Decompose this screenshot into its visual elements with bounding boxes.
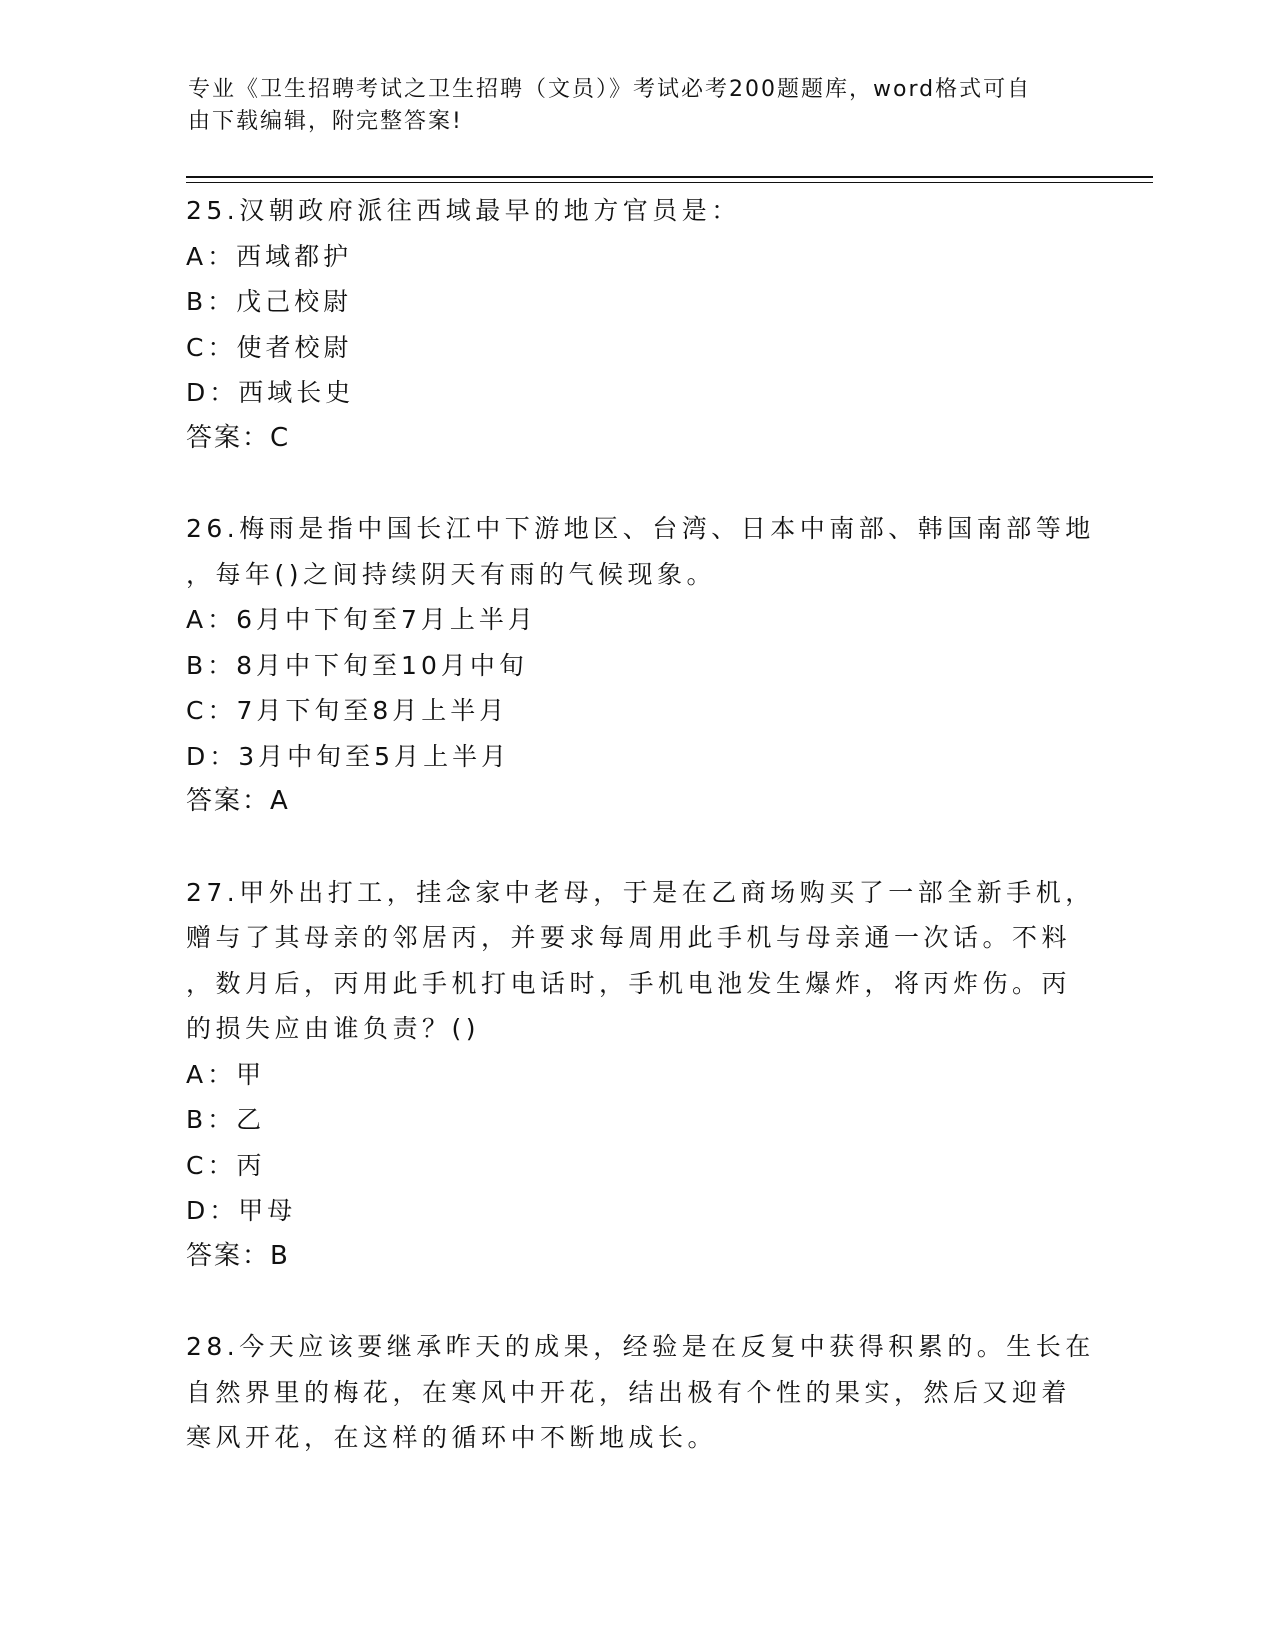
answer-label: 答案：B (186, 1240, 290, 1271)
option-a: A：6月中下旬至7月上半月 (186, 605, 537, 634)
header-rule-thick (186, 176, 1153, 178)
intro-line-2: 由下载编辑，附完整答案! (188, 109, 463, 134)
answer-label: 答案：A (186, 786, 290, 816)
stem-line: 28.今天应该要继承昨天的成果，经验是在反复中获得积累的。生长在 (186, 1332, 1095, 1361)
stem-line: 赠与了其母亲的邻居丙，并要求每周用此手机与母亲通一次话。不料 (186, 923, 1072, 952)
option-a: A：西域都护 (186, 241, 353, 271)
stem-line: ，数月后，丙用此手机打电话时，手机电池发生爆炸，将丙炸伤。丙 (186, 968, 1072, 998)
option-d: D：西域长史 (186, 378, 355, 407)
question-stem (186, 506, 1095, 597)
option-b: B：8月中下旬至10月中旬 (186, 650, 528, 680)
question-27 (186, 870, 1095, 1280)
answer-label: 答案：C (186, 422, 291, 453)
option-c: C：使者校尉 (186, 332, 353, 362)
header-rule-thin (186, 182, 1153, 183)
option-b: B：戊己校尉 (186, 287, 353, 316)
stem-line: 寒风开花，在这样的循环中不断地成长。 (186, 1423, 718, 1452)
question-25 (186, 188, 1086, 461)
stem-line: 自然界里的梅花，在寒风中开花，结出极有个性的果实，然后又迎着 (186, 1377, 1072, 1407)
question-list (186, 188, 1095, 1506)
option-d: D：甲母 (186, 1196, 297, 1225)
option-c: C：丙 (186, 1150, 266, 1180)
stem-line: 26.梅雨是指中国长江中下游地区、台湾、日本中南部、韩国南部等地 (186, 514, 1095, 543)
stem-line: 25.汉朝政府派往西域最早的地方官员是： (186, 196, 741, 225)
question-stem (186, 1324, 1095, 1461)
question-28 (186, 1324, 1095, 1461)
intro-line-1: 专业《卫生招聘考试之卫生招聘（文员）》考试必考200题题库，word格式可自 (188, 77, 1032, 102)
option-c: C：7月下旬至8月上半月 (186, 696, 509, 725)
option-a: A：甲 (186, 1059, 266, 1089)
stem-line: 的损失应由谁负责？() (186, 1014, 481, 1043)
question-stem (186, 188, 1086, 234)
stem-line: 27.甲外出打工，挂念家中老母，于是在乙商场购买了一部全新手机， (186, 877, 1095, 907)
question-26 (186, 506, 1095, 825)
stem-line: ，每年()之间持续阴天有雨的气候现象。 (186, 559, 717, 589)
question-stem (186, 870, 1095, 1052)
option-d: D：3月中旬至5月上半月 (186, 741, 511, 771)
option-b: B：乙 (186, 1105, 266, 1134)
document-intro (188, 74, 1088, 138)
